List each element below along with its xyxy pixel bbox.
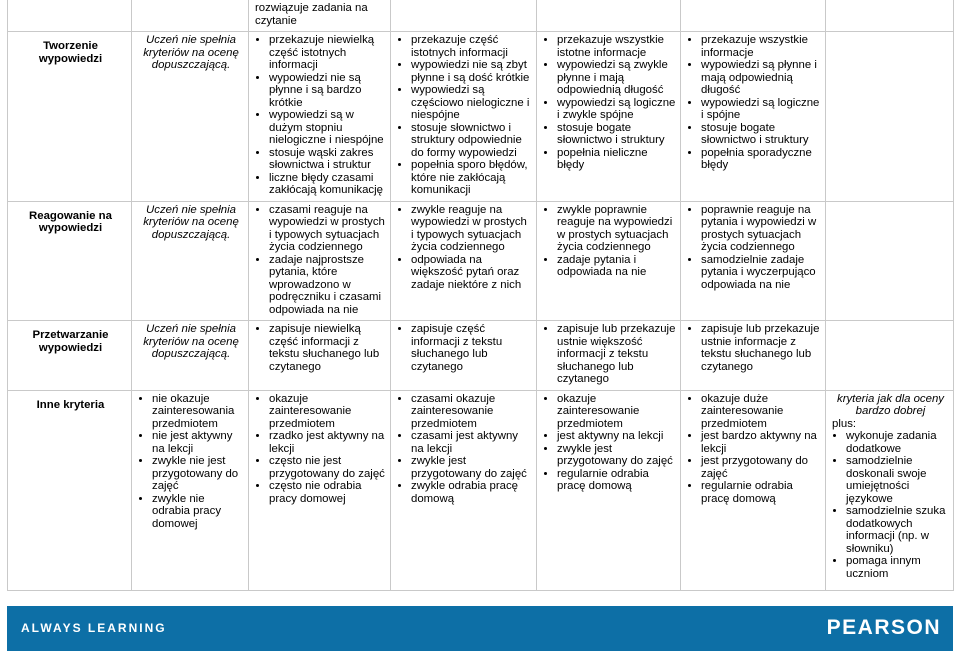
list-item: • jest bardzo aktywny na lekcji <box>701 430 821 455</box>
list-item: • przekazuje wszystkie informacje <box>701 34 821 59</box>
criteria-cell <box>249 32 391 202</box>
criteria-list <box>255 34 386 197</box>
table-row <box>8 390 954 590</box>
list-item: • liczne błędy czasami zakłócają komunikację <box>269 172 386 197</box>
criteria-list <box>543 323 676 386</box>
criteria-cell <box>391 390 537 590</box>
list-item: • przekazuje wszystkie istotne informacje <box>557 34 676 59</box>
criteria-table <box>7 0 954 591</box>
list-item: • jest aktywny na lekcji <box>557 430 676 443</box>
category-label: Reagowanie na wypowiedzi <box>8 201 132 321</box>
list-item: • nie okazuje zainteresowania przedmiotem <box>152 393 244 431</box>
list-item: • odpowiada na większość pytań oraz zadaje niektóre z nich <box>411 254 532 292</box>
criteria-list <box>397 34 532 197</box>
list-item: • zwykle reaguje na wypowiedzi w prostych i typowych sytuacjach życia codziennego <box>411 204 532 254</box>
list-item: • popełnia sporo błędów, które nie zakłócają komunikacji <box>411 159 532 197</box>
list-item: • często nie odrabia pracy domowej <box>269 480 386 505</box>
list-item: • zadaje pytania i odpowiada na nie <box>557 254 676 279</box>
category-label: Inne kryteria <box>8 390 132 590</box>
criteria-cell <box>537 390 681 590</box>
criteria-list <box>832 430 949 580</box>
criteria-list <box>397 393 532 506</box>
list-item: • wypowiedzi są logiczne i zwykle spójne <box>557 97 676 122</box>
list-item: • poprawnie reaguje na pytania i wypowiedzi w prostych sytuacjach życia codziennego <box>701 204 821 254</box>
list-item: • zapisuje część informacji z tekstu słuchanego lub czytanego <box>411 323 532 373</box>
criteria-list <box>397 323 532 373</box>
criteria-cell <box>537 201 681 321</box>
list-item: • rzadko jest aktywny na lekcji <box>269 430 386 455</box>
list-item: • często nie jest przygotowany do zajęć <box>269 455 386 480</box>
criteria-list <box>255 204 386 317</box>
list-item: • samodzielnie zadaje pytania i wyczerpująco odpowiada na nie <box>701 254 821 292</box>
list-item: • czasami okazuje zainteresowanie przedmiotem <box>411 393 532 431</box>
extra-lead: kryteria jak dla oceny bardzo dobrej <box>837 392 944 417</box>
list-item: • zwykle jest przygotowany do zajęć <box>557 443 676 468</box>
criteria-cell <box>249 321 391 391</box>
criteria-cell <box>132 390 249 590</box>
list-item: • okazuje zainteresowanie przedmiotem <box>557 393 676 431</box>
criteria-cell-extra <box>826 390 954 590</box>
list-item: • wypowiedzi są logiczne i spójne <box>701 97 821 122</box>
criteria-list <box>687 204 821 292</box>
list-item: • wypowiedzi są płynne i mają odpowiednią długość <box>701 59 821 97</box>
list-item: • zadaje najprostsze pytania, które wprowadzono w podręczniku i czasami odpowiada na nie <box>269 254 386 317</box>
list-item: • popełnia nieliczne błędy <box>557 147 676 172</box>
list-item: • zwykle nie odrabia pracy domowej <box>152 493 244 531</box>
list-item: • wypowiedzi nie są płynne i są bardzo krótkie <box>269 72 386 110</box>
list-item: • wypowiedzi są w dużym stopniu nielogiczne i niespójne <box>269 109 386 147</box>
list-item: • pomaga innym uczniom <box>846 555 949 580</box>
pearson-logo: PEARSON <box>826 616 941 639</box>
criteria-cell <box>681 390 826 590</box>
criteria-cell <box>391 321 537 391</box>
criteria-list <box>255 323 386 373</box>
table-row <box>8 321 954 391</box>
grade-note: Uczeń nie spełnia kryteriów na ocenę dopuszczającą. <box>132 201 249 321</box>
footer-bar <box>7 606 953 651</box>
criteria-list <box>543 393 676 493</box>
list-item: • zwykle odrabia pracę domową <box>411 480 532 505</box>
criteria-list <box>255 393 386 506</box>
list-item: • zapisuje niewielką część informacji z tekstu słuchanego lub czytanego <box>269 323 386 373</box>
extra-plus: plus: <box>832 417 857 430</box>
list-item: • wypowiedzi są częściowo nielogiczne i niespójne <box>411 84 532 122</box>
carryover-text: rozwiązuje zadania na czytanie <box>249 0 391 32</box>
carryover-row <box>8 0 954 32</box>
list-item: • samodzielnie doskonali swoje umiejętności językowe <box>846 455 949 505</box>
list-item: • stosuje wąski zakres słownictwa i struktur <box>269 147 386 172</box>
criteria-cell <box>681 201 826 321</box>
list-item: • nie jest aktywny na lekcji <box>152 430 244 455</box>
list-item: • zwykle nie jest przygotowany do zajęć <box>152 455 244 493</box>
criteria-cell <box>681 321 826 391</box>
grade-note: Uczeń nie spełnia kryteriów na ocenę dopuszczającą. <box>132 32 249 202</box>
list-item: • regularnie odrabia pracę domową <box>557 468 676 493</box>
list-item: • przekazuje część istotnych informacji <box>411 34 532 59</box>
list-item: • jest przygotowany do zajęć <box>701 455 821 480</box>
list-item: • zapisuje lub przekazuje ustnie informacje z tekstu słuchanego lub czytanego <box>701 323 821 373</box>
criteria-list <box>543 34 676 172</box>
list-item: • samodzielnie szuka dodatkowych informacji (np. w słowniku) <box>846 505 949 555</box>
list-item: • czasami jest aktywny na lekcji <box>411 430 532 455</box>
grade-note: Uczeń nie spełnia kryteriów na ocenę dopuszczającą. <box>132 321 249 391</box>
criteria-list <box>543 204 676 279</box>
criteria-cell <box>391 32 537 202</box>
list-item: • zapisuje lub przekazuje ustnie większość informacji z tekstu słuchanego lub czytanego <box>557 323 676 386</box>
list-item: • stosuje słownictwo i struktury odpowiednie do formy wypowiedzi <box>411 122 532 160</box>
criteria-cell <box>537 321 681 391</box>
list-item: • zwykle jest przygotowany do zajęć <box>411 455 532 480</box>
table-row <box>8 201 954 321</box>
footer-tagline: ALWAYS LEARNING <box>21 621 167 635</box>
list-item: • zwykle poprawnie reaguje na wypowiedzi w prostych sytuacjach życia codziennego <box>557 204 676 254</box>
criteria-cell <box>391 201 537 321</box>
list-item: • okazuje duże zainteresowanie przedmiotem <box>701 393 821 431</box>
criteria-list <box>687 393 821 506</box>
category-label: Tworzenie wypowiedzi <box>8 32 132 202</box>
criteria-list <box>687 323 821 373</box>
criteria-list <box>138 393 244 531</box>
criteria-list <box>397 204 532 292</box>
list-item: • stosuje bogate słownictwo i struktury <box>557 122 676 147</box>
list-item: • wykonuje zadania dodatkowe <box>846 430 949 455</box>
list-item: • czasami reaguje na wypowiedzi w prostych i typowych sytuacjach życia codziennego <box>269 204 386 254</box>
table-row <box>8 32 954 202</box>
list-item: • wypowiedzi nie są zbyt płynne i są dość krótkie <box>411 59 532 84</box>
category-label: Przetwarzanie wypowiedzi <box>8 321 132 391</box>
criteria-cell <box>249 201 391 321</box>
list-item: • okazuje zainteresowanie przedmiotem <box>269 393 386 431</box>
criteria-cell <box>537 32 681 202</box>
list-item: • wypowiedzi są zwykle płynne i mają odpowiednią długość <box>557 59 676 97</box>
list-item: • przekazuje niewielką część istotnych informacji <box>269 34 386 72</box>
list-item: • regularnie odrabia pracę domową <box>701 480 821 505</box>
list-item: • stosuje bogate słownictwo i struktury <box>701 122 821 147</box>
criteria-list <box>687 34 821 172</box>
criteria-cell <box>249 390 391 590</box>
list-item: • popełnia sporadyczne błędy <box>701 147 821 172</box>
criteria-cell <box>681 32 826 202</box>
